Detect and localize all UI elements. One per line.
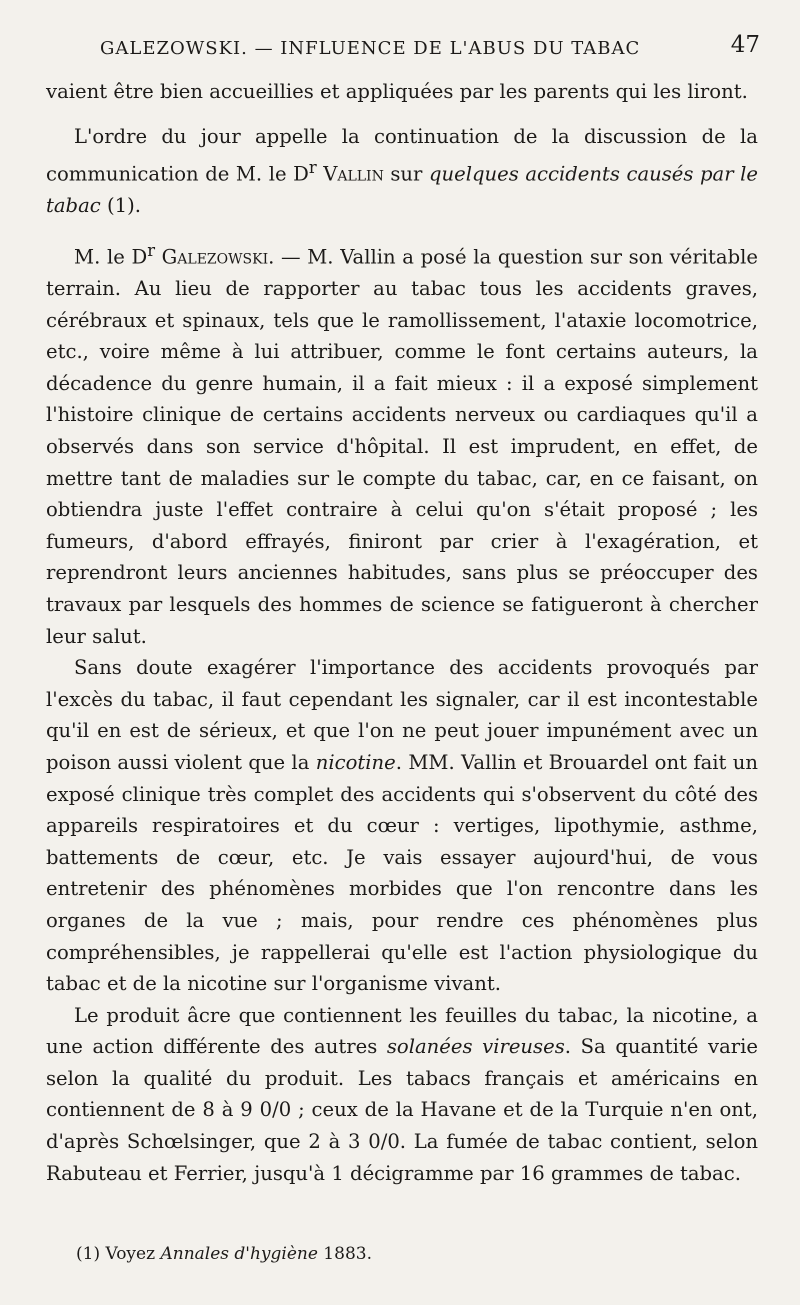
speaker-name: Vallin [323,162,384,186]
page-number: 47 [730,32,760,58]
text-run: . MM. Vallin et Brouardel ont fait un exposé clinique très complet des accidents qui s'observent du côté des appareils respiratoires et du cœur : vertiges, lipothymie, asthme, battements de cœur, etc. Je vais essayer aujourd'hui, de vous entretenir des phénomènes morbides que l'on rencontre dans les organes de la vue ; mais, pour rendre ces phénomènes plus compréhensibles, je rappellerai qu'elle est l'action physiologique du tabac et de la nicotine sur l'organisme vivant. [46,750,758,996]
italic-title: Annales d'hygiène [160,1244,318,1264]
italic-term: nicotine [315,750,396,774]
paragraph-product [46,1000,758,1190]
paragraph-continued [46,76,758,108]
text-run: Sans doute exagérer l'importance des accidents provoqués par l'excès du tabac, il faut cependant les signaler, car il est incontestable qu'il en est de sérieux, et que l'on ne peut jouer impunément avec un poison aussi violent que la [46,656,758,774]
running-title: GALEZOWSKI. — INFLUENCE DE L'ABUS DU TABAC [100,38,641,59]
italic-term: solanées vireuses [386,1035,565,1059]
text-run: — M. Vallin a posé la question sur son véritable terrain. Au lieu de rapporter au tabac tous les accidents graves, cérébraux et spinaux, tels que le ramollissement, l'ataxie locomotrice, etc., voire même à lui attribuer, comme le font certains auteurs, la décadence du genre humain, il a fait mieux : il a exposé simplement l'histoire clinique de certains accidents nerveux ou cardiaques qu'il a observés dans son service d'hôpital. Il est imprudent, en effet, de mettre tant de maladies sur le compte du tabac, car, en ce faisant, on obtiendra juste l'effet contraire à celui qu'on s'était proposé ; les fumeurs, d'abord effrayés, finiront par crier à l'exagération, et reprendront leurs anciennes habitudes, sans plus se préoccuper des travaux par lesquels des hommes de science se fatigueront à chercher leur salut. [46,245,758,648]
footnote [76,1244,756,1264]
superscript: r [308,158,317,178]
text-run: M. le D [74,245,148,269]
text-run: . Sa quantité varie selon la qualité du produit. Les tabacs français et américains en contiennent de 8 à 9 0/0 ; ceux de la Havane et de la Turquie n'en ont, d'après Schœlsinger, que 2 à 3 0/0. La fumée de tabac contient, selon Rabuteau et Ferrier, jusqu'à 1 décigramme par 16 grammes de tabac. [46,1035,758,1185]
text-run: Le produit âcre que contiennent les feuilles du tabac, la nicotine, a une action différente des autres [46,1003,758,1059]
body-text [46,76,758,1189]
paragraph-galezowski [46,235,758,652]
paragraph-nicotine-poison [46,652,758,1000]
italic-title: quelques accidents causés par le tabac [46,162,759,218]
paragraph-order-of-day [46,121,758,222]
superscript: r [147,240,155,260]
text-run: (1) Voyez [76,1244,161,1264]
text-run: sur [383,162,429,186]
speaker-name: Galezowski. [161,245,275,269]
text-run: L'ordre du jour appelle la continuation de la discussion de la communication de M. le D [46,124,758,186]
text-run: (1). [100,194,141,218]
paragraph-text: vaient être bien accueillies et appliquées par les parents qui les liront. [46,80,748,103]
text-run: 1883. [317,1244,372,1264]
